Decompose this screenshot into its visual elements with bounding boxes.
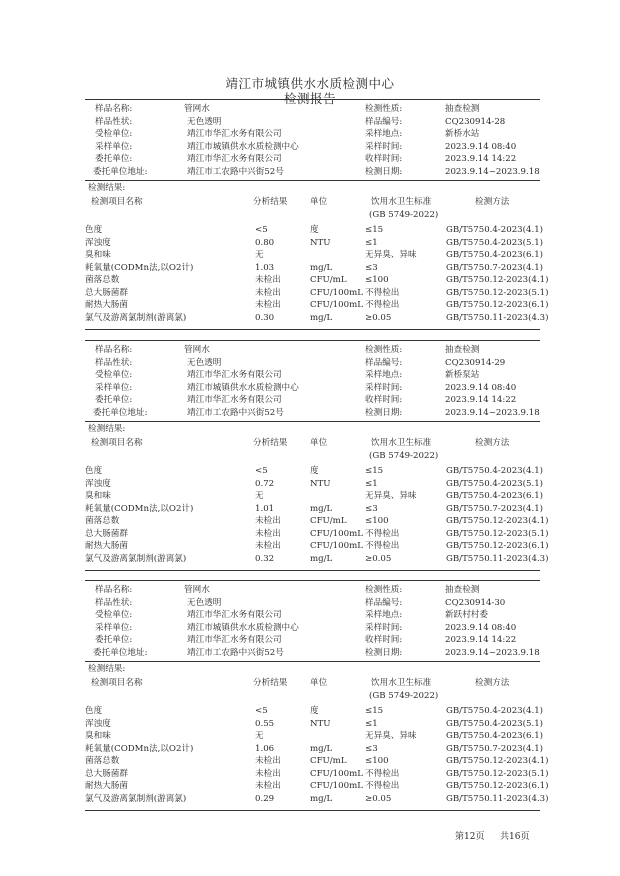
info-label: 委托单位地址: bbox=[93, 166, 148, 177]
info-label: 样品名称: bbox=[95, 345, 133, 355]
row-unit: CFU/100mL bbox=[310, 287, 363, 298]
col-header-method: 检测方法 bbox=[475, 678, 510, 688]
info-value-sampling-site: 新桥水站 bbox=[445, 129, 480, 139]
row-result: 无 bbox=[255, 250, 264, 260]
row-item: 总大肠菌群 bbox=[85, 768, 128, 779]
row-item: 浑浊度 bbox=[85, 718, 111, 729]
row-result: 未检出 bbox=[255, 516, 281, 526]
row-item: 总大肠菌群 bbox=[85, 528, 128, 539]
info-value-sample-no: CQ230914-29 bbox=[445, 357, 506, 368]
row-std: ≤15 bbox=[365, 706, 384, 716]
row-std: ≤15 bbox=[365, 225, 384, 235]
row-unit: 度 bbox=[310, 706, 319, 716]
info-label: 检测日期: bbox=[365, 647, 403, 658]
info-value-sampling-site: 新桥泵站 bbox=[445, 370, 480, 380]
row-unit: mg/L bbox=[310, 553, 333, 564]
row-unit: mg/L bbox=[310, 743, 333, 754]
section-bottom-rule bbox=[85, 810, 540, 811]
row-method: GB/T5750.4-2023(6.1) bbox=[446, 731, 544, 741]
info-label: 采样单位: bbox=[95, 141, 133, 152]
info-label: 受检单位: bbox=[95, 129, 133, 139]
row-result: 0.32 bbox=[255, 553, 275, 564]
col-header-method: 检测方法 bbox=[475, 197, 510, 207]
row-result: 无 bbox=[255, 731, 264, 741]
info-label: 收样时间: bbox=[365, 154, 403, 164]
info-label: 委托单位: bbox=[95, 395, 133, 405]
info-label: 样品名称: bbox=[95, 585, 133, 595]
info-label: 采样单位: bbox=[95, 622, 133, 633]
info-value-sampler: 靖江市城镇供水水质检测中心 bbox=[187, 382, 299, 393]
row-result: <5 bbox=[255, 225, 268, 235]
info-label: 检测性质: bbox=[365, 345, 403, 355]
row-std: ≤3 bbox=[365, 503, 378, 514]
info-rule bbox=[85, 661, 540, 662]
col-header-result: 分析结果 bbox=[253, 678, 288, 688]
row-item: 耐热大肠菌 bbox=[85, 300, 128, 310]
info-value-test-date: 2023.9.14~2023.9.18 bbox=[445, 647, 540, 658]
row-item: 臭和味 bbox=[85, 250, 111, 260]
info-value-test-nature: 抽查检测 bbox=[445, 585, 480, 595]
info-value-receive-time: 2023.9.14 14:22 bbox=[445, 395, 517, 405]
row-std: ≤100 bbox=[365, 516, 389, 526]
row-std: 不得检出 bbox=[365, 781, 400, 791]
info-value-receive-time: 2023.9.14 14:22 bbox=[445, 635, 517, 645]
info-label: 委托单位: bbox=[95, 635, 133, 645]
col-header-result: 分析结果 bbox=[253, 438, 288, 448]
row-std: ≤15 bbox=[365, 466, 384, 476]
row-item: 耐热大肠菌 bbox=[85, 781, 128, 791]
row-method: GB/T5750.12-2023(4.1) bbox=[446, 756, 549, 766]
col-header-unit: 单位 bbox=[310, 678, 328, 688]
results-heading: 检测结果: bbox=[88, 664, 126, 674]
info-label: 收样时间: bbox=[365, 395, 403, 405]
row-unit: 度 bbox=[310, 466, 319, 476]
row-std: ≥0.05 bbox=[365, 793, 392, 804]
info-value-client: 靖江市华汇水务有限公司 bbox=[187, 154, 282, 164]
row-result: 0.72 bbox=[255, 478, 275, 489]
results-heading: 检测结果: bbox=[88, 424, 126, 434]
row-item: 耗氧量(CODMn法,以O2计) bbox=[85, 262, 194, 273]
row-result: 0.30 bbox=[255, 312, 275, 323]
row-std: 无异臭、异味 bbox=[365, 250, 417, 260]
info-label: 检测性质: bbox=[365, 585, 403, 595]
info-value-receive-time: 2023.9.14 14:22 bbox=[445, 154, 517, 164]
row-method: GB/T5750.4-2023(5.1) bbox=[446, 718, 544, 729]
info-rule bbox=[85, 180, 540, 181]
row-std: ≤3 bbox=[365, 262, 378, 273]
info-value-test-date: 2023.9.14~2023.9.18 bbox=[445, 407, 540, 418]
row-std: 不得检出 bbox=[365, 287, 400, 298]
row-item: 总大肠菌群 bbox=[85, 287, 128, 298]
row-unit: NTU bbox=[310, 237, 331, 248]
row-item: 氯气及游离氯制剂(游离氯) bbox=[85, 793, 187, 804]
row-unit: mg/L bbox=[310, 312, 333, 323]
info-label: 检测日期: bbox=[365, 407, 403, 418]
row-item: 菌落总数 bbox=[85, 756, 120, 766]
row-unit: NTU bbox=[310, 478, 331, 489]
row-result: 无 bbox=[255, 491, 264, 501]
info-label: 样品名称: bbox=[95, 104, 133, 114]
row-std: ≥0.05 bbox=[365, 553, 392, 564]
section-bottom-rule bbox=[85, 329, 540, 330]
info-label: 检测日期: bbox=[365, 166, 403, 177]
row-item: 耐热大肠菌 bbox=[85, 541, 128, 551]
row-std: 无异臭、异味 bbox=[365, 731, 417, 741]
row-method: GB/T5750.12-2023(4.1) bbox=[446, 516, 549, 526]
row-std: ≤1 bbox=[365, 237, 378, 248]
info-value-sample-nature: 无色透明 bbox=[187, 116, 222, 127]
row-unit: CFU/100mL bbox=[310, 541, 363, 551]
row-method: GB/T5750.4-2023(4.1) bbox=[446, 225, 544, 235]
row-unit: CFU/mL bbox=[310, 275, 347, 285]
info-value-sampling-time: 2023.9.14 08:40 bbox=[445, 382, 517, 393]
row-std: 不得检出 bbox=[365, 541, 400, 551]
col-header-std: 饮用水卫生标准 bbox=[371, 197, 432, 207]
section-top-rule bbox=[85, 580, 540, 581]
info-value-sampling-site: 新跃村村委 bbox=[445, 610, 488, 620]
row-result: 1.03 bbox=[255, 262, 275, 273]
row-method: GB/T5750.11-2023(4.3) bbox=[446, 553, 549, 564]
row-unit: 度 bbox=[310, 225, 319, 235]
row-method: GB/T5750.12-2023(6.1) bbox=[446, 781, 549, 791]
row-std: ≥0.05 bbox=[365, 312, 392, 323]
row-method: GB/T5750.7-2023(4.1) bbox=[446, 743, 544, 754]
info-value-sample-nature: 无色透明 bbox=[187, 597, 222, 608]
row-method: GB/T5750.4-2023(5.1) bbox=[446, 478, 544, 489]
report-title: 检测报告 bbox=[283, 91, 336, 106]
col-header-item: 检测项目名称 bbox=[91, 678, 143, 688]
row-result: <5 bbox=[255, 466, 268, 476]
info-value-sample-no: CQ230914-28 bbox=[445, 116, 506, 127]
info-value-client: 靖江市华汇水务有限公司 bbox=[187, 395, 282, 405]
row-method: GB/T5750.12-2023(4.1) bbox=[446, 275, 549, 285]
col-header-std-code: (GB 5749-2022) bbox=[369, 451, 439, 461]
row-method: GB/T5750.4-2023(6.1) bbox=[446, 491, 544, 501]
row-item: 臭和味 bbox=[85, 731, 111, 741]
row-result: 未检出 bbox=[255, 541, 281, 551]
row-item: 氯气及游离氯制剂(游离氯) bbox=[85, 553, 187, 564]
row-std: 不得检出 bbox=[365, 300, 400, 310]
row-method: GB/T5750.12-2023(5.1) bbox=[446, 287, 549, 298]
row-method: GB/T5750.4-2023(5.1) bbox=[446, 237, 544, 248]
info-value-sampling-time: 2023.9.14 08:40 bbox=[445, 622, 517, 633]
report-section bbox=[85, 580, 549, 812]
col-header-std: 饮用水卫生标准 bbox=[371, 438, 432, 448]
info-value-test-nature: 抽查检测 bbox=[445, 104, 480, 114]
row-unit: mg/L bbox=[310, 793, 333, 804]
row-method: GB/T5750.4-2023(4.1) bbox=[446, 706, 544, 716]
row-item: 臭和味 bbox=[85, 491, 111, 501]
info-value-sample-name: 管网水 bbox=[184, 585, 210, 595]
row-unit: mg/L bbox=[310, 262, 333, 273]
info-value-sample-no: CQ230914-30 bbox=[445, 597, 506, 608]
info-value-test-date: 2023.9.14~2023.9.18 bbox=[445, 166, 540, 177]
row-method: GB/T5750.12-2023(5.1) bbox=[446, 768, 549, 779]
info-label: 采样时间: bbox=[365, 622, 403, 633]
info-label: 样品编号: bbox=[365, 597, 403, 608]
row-std: ≤1 bbox=[365, 478, 378, 489]
row-unit: NTU bbox=[310, 718, 331, 729]
info-value-receiver: 靖江市华汇水务有限公司 bbox=[187, 129, 282, 139]
info-label: 样品编号: bbox=[365, 357, 403, 368]
row-method: GB/T5750.11-2023(4.3) bbox=[446, 793, 549, 804]
row-result: 1.01 bbox=[255, 503, 275, 514]
info-value-client: 靖江市华汇水务有限公司 bbox=[187, 635, 282, 645]
info-value-client-addr: 靖江市工农路中兴街52号 bbox=[187, 647, 284, 658]
row-item: 氯气及游离氯制剂(游离氯) bbox=[85, 312, 187, 323]
row-result: 未检出 bbox=[255, 275, 281, 285]
row-item: 耗氧量(CODMn法,以O2计) bbox=[85, 743, 194, 754]
info-label: 采样单位: bbox=[95, 382, 133, 393]
info-value-client-addr: 靖江市工农路中兴街52号 bbox=[187, 166, 284, 177]
section-top-rule bbox=[85, 340, 540, 341]
info-label: 采样地点: bbox=[365, 129, 403, 139]
col-header-std-code: (GB 5749-2022) bbox=[369, 691, 439, 701]
row-result: <5 bbox=[255, 706, 268, 716]
row-std: ≤100 bbox=[365, 275, 389, 285]
row-item: 浑浊度 bbox=[85, 237, 111, 248]
row-std: ≤100 bbox=[365, 756, 389, 766]
col-header-unit: 单位 bbox=[310, 197, 328, 207]
info-value-client-addr: 靖江市工农路中兴街52号 bbox=[187, 407, 284, 418]
info-value-receiver: 靖江市华汇水务有限公司 bbox=[187, 370, 282, 380]
info-value-sampling-time: 2023.9.14 08:40 bbox=[445, 141, 517, 152]
row-method: GB/T5750.4-2023(6.1) bbox=[446, 250, 544, 260]
row-method: GB/T5750.7-2023(4.1) bbox=[446, 503, 544, 514]
col-header-std: 饮用水卫生标准 bbox=[371, 678, 432, 688]
page-total: 共16页 bbox=[500, 832, 530, 842]
info-label: 委托单位地址: bbox=[93, 647, 148, 658]
info-label: 样品编号: bbox=[365, 116, 403, 127]
row-std: 不得检出 bbox=[365, 528, 400, 539]
info-label: 采样时间: bbox=[365, 382, 403, 393]
info-value-receiver: 靖江市华汇水务有限公司 bbox=[187, 610, 282, 620]
info-label: 收样时间: bbox=[365, 635, 403, 645]
row-unit: CFU/mL bbox=[310, 756, 347, 766]
org-title: 靖江市城镇供水水质检测中心 bbox=[225, 76, 395, 91]
col-header-result: 分析结果 bbox=[253, 197, 288, 207]
row-item: 色度 bbox=[85, 466, 103, 476]
row-method: GB/T5750.12-2023(5.1) bbox=[446, 528, 549, 539]
info-value-sample-name: 管网水 bbox=[184, 104, 210, 114]
page-number: 第12页 bbox=[455, 832, 485, 842]
info-label: 采样地点: bbox=[365, 370, 403, 380]
row-unit: CFU/100mL bbox=[310, 768, 363, 779]
row-item: 浑浊度 bbox=[85, 478, 111, 489]
info-value-sample-nature: 无色透明 bbox=[187, 357, 222, 368]
row-item: 耗氧量(CODMn法,以O2计) bbox=[85, 503, 194, 514]
row-result: 1.06 bbox=[255, 743, 275, 754]
row-result: 0.29 bbox=[255, 793, 275, 804]
row-result: 未检出 bbox=[255, 781, 281, 791]
col-header-std-code: (GB 5749-2022) bbox=[369, 210, 439, 220]
row-unit: CFU/100mL bbox=[310, 300, 363, 310]
row-item: 菌落总数 bbox=[85, 275, 120, 285]
row-result: 未检出 bbox=[255, 768, 281, 779]
report-section bbox=[85, 99, 549, 331]
info-rule bbox=[85, 421, 540, 422]
info-label: 检测性质: bbox=[365, 104, 403, 114]
col-header-item: 检测项目名称 bbox=[91, 197, 143, 207]
info-label: 委托单位: bbox=[95, 154, 133, 164]
row-result: 未检出 bbox=[255, 287, 281, 298]
info-label: 委托单位地址: bbox=[93, 407, 148, 418]
info-value-test-nature: 抽查检测 bbox=[445, 345, 480, 355]
row-result: 0.55 bbox=[255, 718, 275, 729]
section-bottom-rule bbox=[85, 570, 540, 571]
row-unit: mg/L bbox=[310, 503, 333, 514]
info-label: 受检单位: bbox=[95, 370, 133, 380]
info-value-sampler: 靖江市城镇供水水质检测中心 bbox=[187, 622, 299, 633]
report-section bbox=[85, 340, 549, 572]
info-label: 样品性状: bbox=[95, 357, 133, 368]
section-top-rule bbox=[85, 99, 540, 100]
info-label: 样品性状: bbox=[95, 116, 133, 127]
row-result: 未检出 bbox=[255, 756, 281, 766]
row-method: GB/T5750.12-2023(6.1) bbox=[446, 300, 549, 310]
results-heading: 检测结果: bbox=[88, 183, 126, 193]
info-label: 样品性状: bbox=[95, 597, 133, 608]
row-std: 不得检出 bbox=[365, 768, 400, 779]
col-header-unit: 单位 bbox=[310, 438, 328, 448]
row-std: ≤3 bbox=[365, 743, 378, 754]
row-method: GB/T5750.7-2023(4.1) bbox=[446, 262, 544, 273]
info-label: 采样时间: bbox=[365, 141, 403, 152]
info-label: 受检单位: bbox=[95, 610, 133, 620]
row-unit: CFU/mL bbox=[310, 516, 347, 526]
info-value-sample-name: 管网水 bbox=[184, 345, 210, 355]
row-item: 菌落总数 bbox=[85, 516, 120, 526]
row-result: 0.80 bbox=[255, 237, 275, 248]
row-unit: CFU/100mL bbox=[310, 781, 363, 791]
info-value-sampler: 靖江市城镇供水水质检测中心 bbox=[187, 141, 299, 152]
row-result: 未检出 bbox=[255, 528, 281, 539]
col-header-method: 检测方法 bbox=[475, 438, 510, 448]
row-result: 未检出 bbox=[255, 300, 281, 310]
row-unit: CFU/100mL bbox=[310, 528, 363, 539]
info-label: 采样地点: bbox=[365, 610, 403, 620]
row-method: GB/T5750.11-2023(4.3) bbox=[446, 312, 549, 323]
row-item: 色度 bbox=[85, 706, 103, 716]
row-std: 无异臭、异味 bbox=[365, 491, 417, 501]
row-method: GB/T5750.4-2023(4.1) bbox=[446, 466, 544, 476]
row-method: GB/T5750.12-2023(6.1) bbox=[446, 541, 549, 551]
row-item: 色度 bbox=[85, 225, 103, 235]
col-header-item: 检测项目名称 bbox=[91, 438, 143, 448]
row-std: ≤1 bbox=[365, 718, 378, 729]
